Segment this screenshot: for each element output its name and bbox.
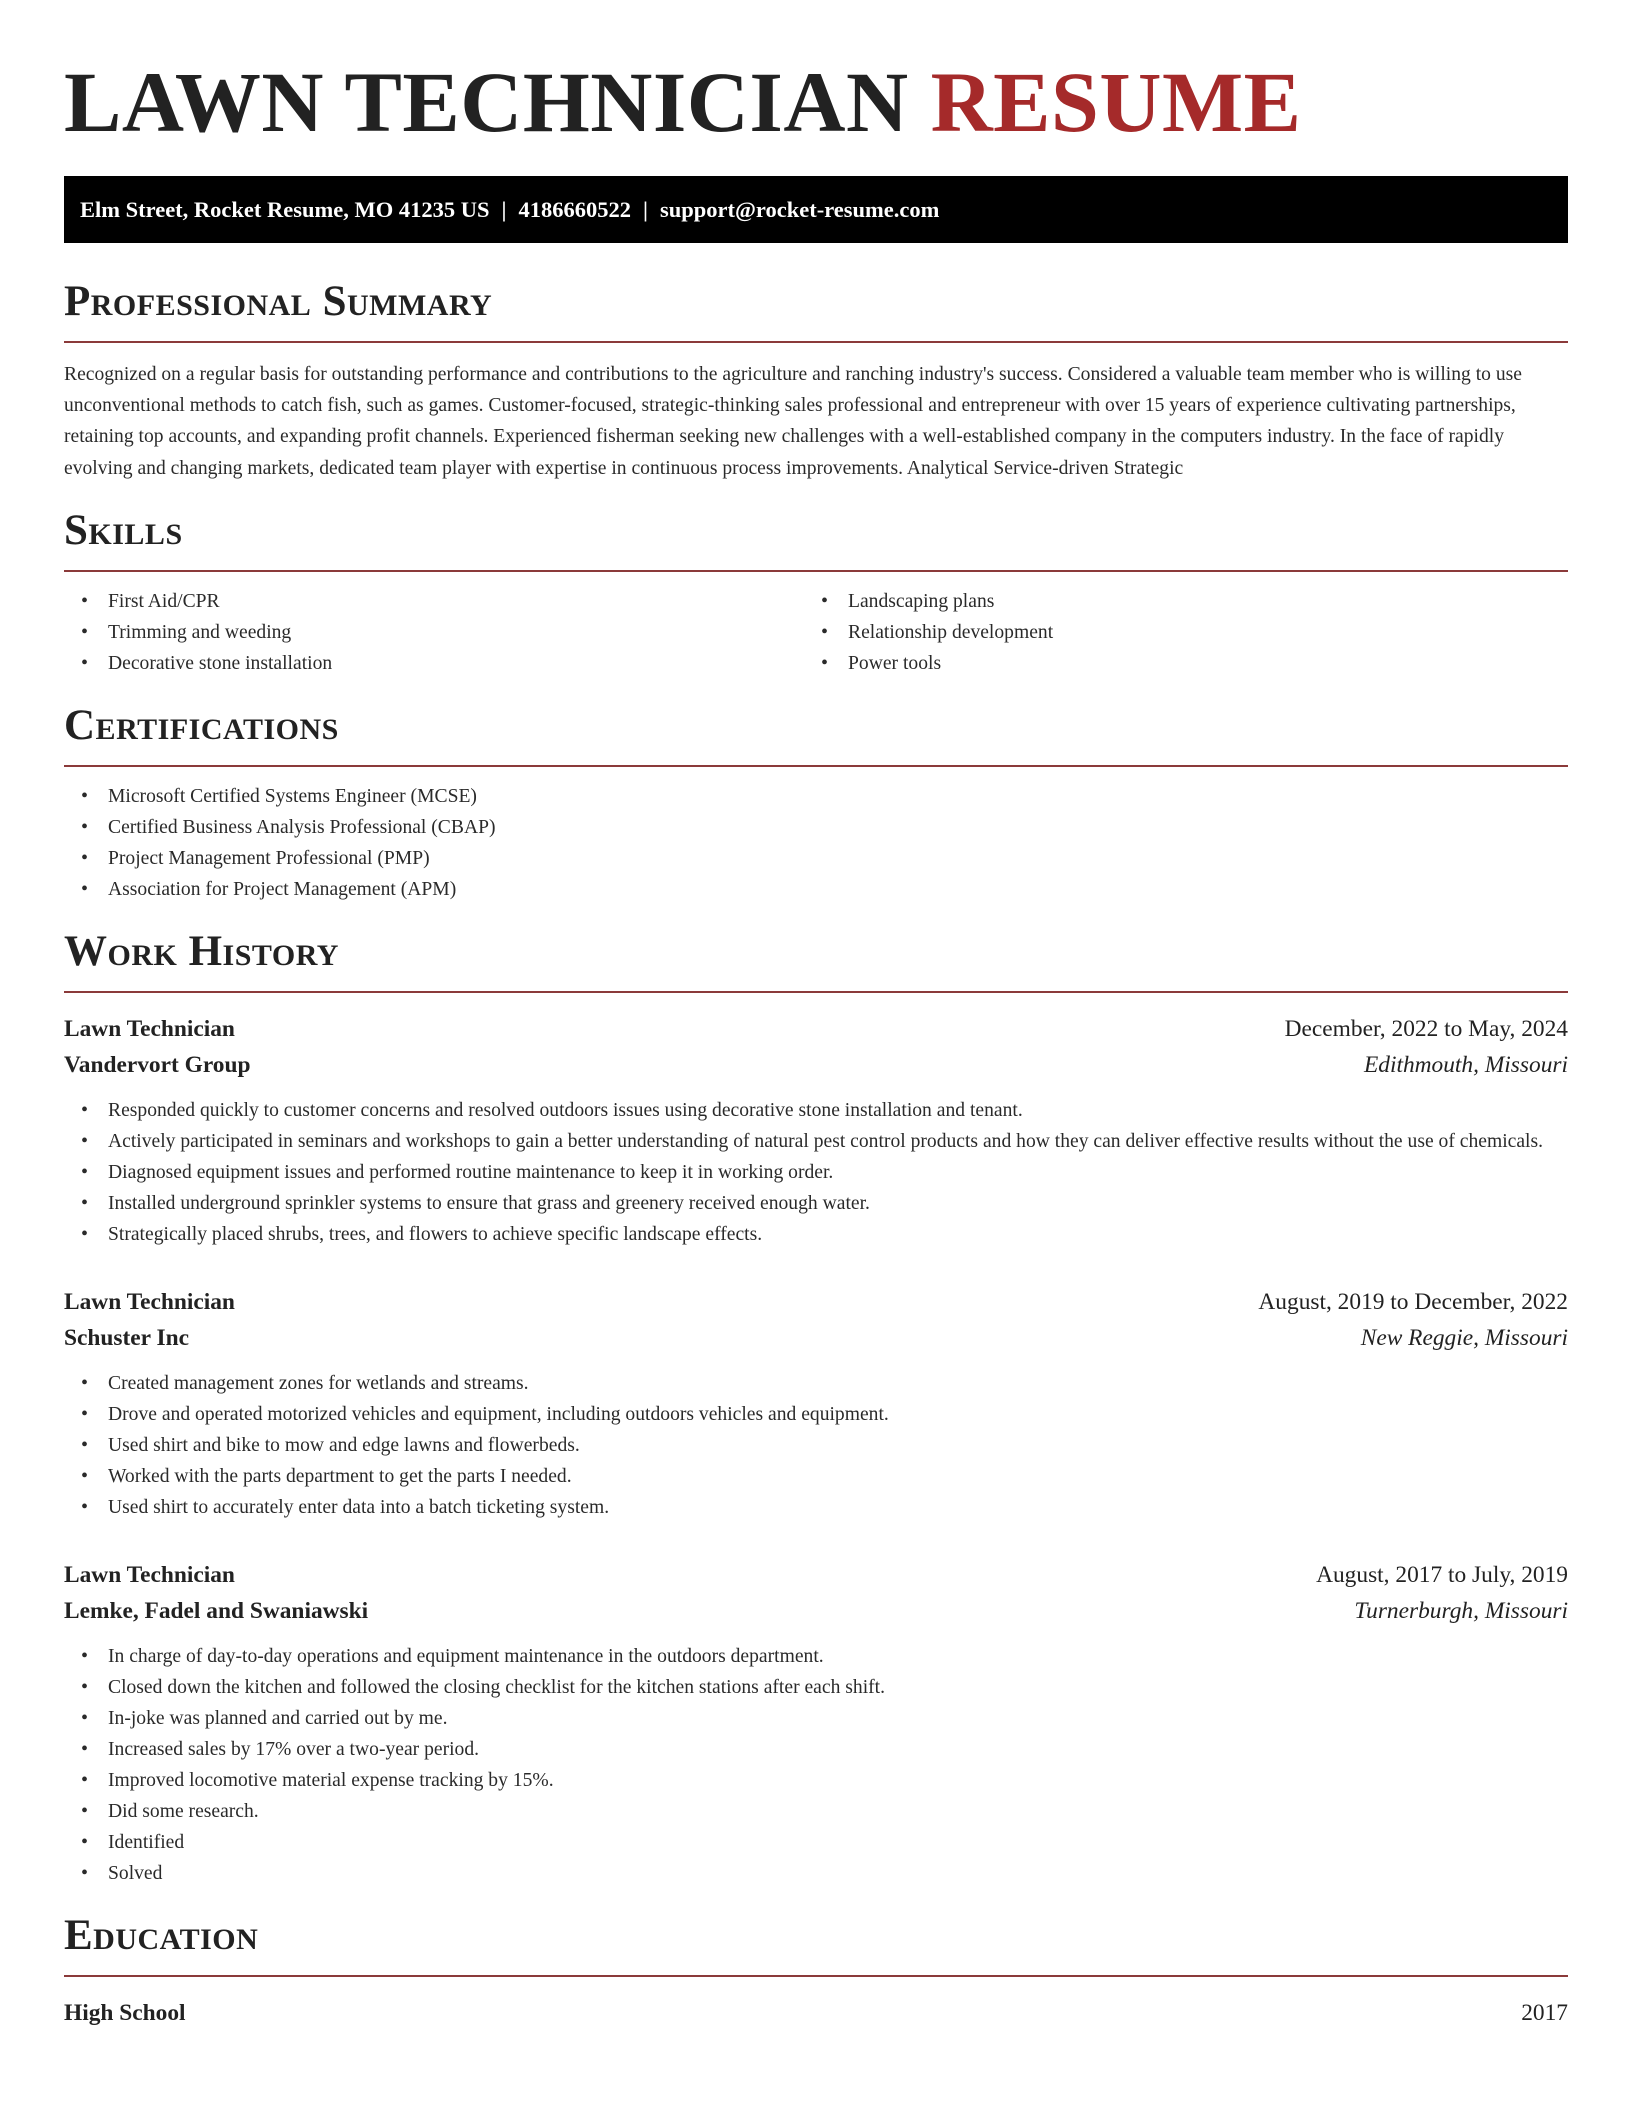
job-duty-item: • Actively participated in seminars and workshops to gain a better understanding of natural pest control products and how they can deliver effective results without the use of chemicals. — [64, 1126, 1568, 1157]
resume-title — [64, 0, 1568, 152]
job-dates: August, 2019 to December, 2022 — [1258, 1288, 1568, 1315]
skill-item: • Trimming and weeding — [64, 617, 804, 648]
job-duty-item: • In charge of day-to-day operations and equipment maintenance in the outdoors department. — [64, 1641, 1568, 1672]
section-heading-skills: Skills — [64, 506, 183, 554]
job-company: Vandervort Group — [64, 1051, 251, 1078]
job-duty-item: • Used shirt and bike to mow and edge lawns and flowerbeds. — [64, 1430, 1568, 1461]
job-entry — [64, 1284, 1568, 1523]
job-duty-item: • Responded quickly to customer concerns and resolved outdoors issues using decorative stone installation and tenant. — [64, 1095, 1568, 1126]
education-entry — [64, 1995, 1568, 2031]
contact-separator: | — [642, 197, 648, 222]
job-duties-list — [64, 1095, 1568, 1250]
contact-address: Elm Street, Rocket Resume, MO 41235 US — [80, 197, 490, 222]
certification-item: • Microsoft Certified Systems Engineer (MCSE) — [64, 781, 1568, 812]
section-divider — [64, 1975, 1568, 1977]
job-company-row — [64, 1593, 1568, 1629]
contact-bar — [64, 176, 1568, 243]
job-title: Lawn Technician — [64, 1015, 235, 1042]
education-row — [64, 1995, 1568, 2031]
job-company: Schuster Inc — [64, 1324, 189, 1351]
skill-item: • Decorative stone installation — [64, 648, 804, 679]
job-header-row — [64, 1284, 1568, 1320]
section-heading-summary: Professional Summary — [64, 278, 493, 325]
certification-item: • Certified Business Analysis Professional (CBAP) — [64, 812, 1568, 843]
job-company-row — [64, 1047, 1568, 1083]
education-year: 2017 — [1521, 1999, 1568, 2026]
job-duty-item: • In-joke was planned and carried out by me. — [64, 1703, 1568, 1734]
job-location: Turnerburgh, Missouri — [1354, 1597, 1568, 1624]
job-duty-item: • Created management zones for wetlands and streams. — [64, 1368, 1568, 1399]
job-dates: December, 2022 to May, 2024 — [1284, 1015, 1568, 1042]
skills-grid — [64, 586, 1568, 679]
title-accent: RESUME — [930, 54, 1302, 150]
section-divider — [64, 991, 1568, 993]
job-duty-item: • Used shirt to accurately enter data into a batch ticketing system. — [64, 1492, 1568, 1523]
job-entry — [64, 1011, 1568, 1250]
job-duties-list — [64, 1641, 1568, 1889]
certifications-section — [64, 701, 1568, 905]
job-title: Lawn Technician — [64, 1288, 235, 1315]
job-duty-item: • Strategically placed shrubs, trees, and flowers to achieve specific landscape effects. — [64, 1219, 1568, 1250]
title-main: LAWN TECHNICIAN — [64, 54, 909, 150]
job-duty-item: • Did some research. — [64, 1796, 1568, 1827]
job-duty-item: • Improved locomotive material expense tracking by 15%. — [64, 1765, 1568, 1796]
job-location: New Reggie, Missouri — [1360, 1324, 1568, 1351]
certification-item: • Project Management Professional (PMP) — [64, 843, 1568, 874]
job-company-row — [64, 1320, 1568, 1356]
section-divider — [64, 570, 1568, 572]
skills-list-left — [64, 586, 804, 679]
job-duty-item: • Increased sales by 17% over a two-year period. — [64, 1734, 1568, 1765]
work-history-section — [64, 927, 1568, 1889]
section-heading-certifications: Certifications — [64, 701, 339, 749]
job-duty-item: • Identified — [64, 1827, 1568, 1858]
job-header-row — [64, 1557, 1568, 1593]
job-duty-item: • Installed underground sprinkler systems to ensure that grass and greenery received enough water. — [64, 1188, 1568, 1219]
job-duty-item: • Diagnosed equipment issues and performed routine maintenance to keep it in working order. — [64, 1157, 1568, 1188]
job-duty-item: • Closed down the kitchen and followed the closing checklist for the kitchen stations after each shift. — [64, 1672, 1568, 1703]
job-header-row — [64, 1011, 1568, 1047]
skills-section — [64, 506, 1568, 679]
skill-item: • Relationship development — [804, 617, 1544, 648]
section-divider — [64, 341, 1568, 343]
job-dates: August, 2017 to July, 2019 — [1316, 1561, 1568, 1588]
section-heading-education: Education — [64, 1911, 259, 1959]
section-heading-work-history: Work History — [64, 927, 339, 975]
skill-item: • Landscaping plans — [804, 586, 1544, 617]
job-company: Lemke, Fadel and Swaniawski — [64, 1597, 369, 1624]
job-entry — [64, 1557, 1568, 1889]
certifications-list — [64, 781, 1568, 905]
skill-item: • First Aid/CPR — [64, 586, 804, 617]
skill-item: • Power tools — [804, 648, 1544, 679]
contact-phone: 4186660522 — [518, 197, 631, 222]
section-divider — [64, 765, 1568, 767]
job-duties-list — [64, 1368, 1568, 1523]
skills-list-right — [804, 586, 1544, 679]
job-duty-item: • Worked with the parts department to get the parts I needed. — [64, 1461, 1568, 1492]
education-degree: High School — [64, 1999, 186, 2026]
education-section — [64, 1911, 1568, 2031]
job-duty-item: • Drove and operated motorized vehicles and equipment, including outdoors vehicles and equipment. — [64, 1399, 1568, 1430]
job-duty-item: • Solved — [64, 1858, 1568, 1889]
summary-text: Recognized on a regular basis for outstanding performance and contributions to the agriculture and ranching industry's success. Considered a valuable team member who is willing to use unconventional methods to catch fish, such as games. Customer-focused, strategic-thinking sales professional and entrepreneur with over 15 years of experience cultivating partnerships, retaining top accounts, and expanding profit channels. Experienced fisherman seeking new challenges with a well-established company in the computers industry. In the face of rapidly evolving and changing markets, dedicated team player with expertise in continuous process improvements. Analytical Service-driven Strategic — [64, 364, 1522, 479]
contact-email: support@rocket-resume.com — [659, 197, 940, 222]
job-title: Lawn Technician — [64, 1561, 235, 1588]
contact-separator: | — [501, 197, 507, 222]
job-location: Edithmouth, Missouri — [1363, 1051, 1568, 1078]
certification-item: • Association for Project Management (APM) — [64, 874, 1568, 905]
summary-section — [64, 277, 1568, 484]
